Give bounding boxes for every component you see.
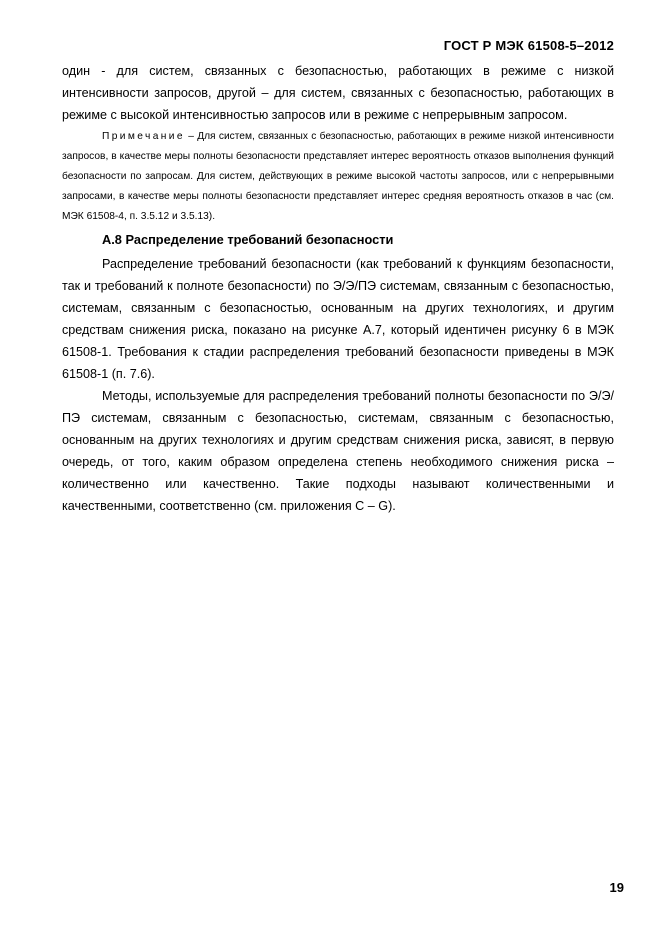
- continuation-paragraph: один - для систем, связанных с безопасностью, работающих в режиме с низкой интенсивности запросов, другой – для систем, связанных с безопасностью, работающих в режиме с высокой интенсивностью запросов или в режиме с непрерывным запросом.: [62, 64, 614, 122]
- note-text: Для систем, связанных с безопасностью, работающих в режиме низкой интенсивности запросов, в качестве меры полноты безопасности представляет интерес вероятность отказов выполнения функций безопасности по запросам. Для систем, действующих в режиме высокой частоты запросов, или с непрерывными запросами, в качестве меры полноты безопасности представляет интерес средняя вероятность отказов в час (см. МЭК 61508-4, п. 3.5.12 и 3.5.13).: [62, 131, 614, 222]
- page-number: 19: [609, 880, 624, 895]
- note-label: Примечание: [102, 131, 185, 142]
- document-code: ГОСТ Р МЭК 61508-5–2012: [443, 38, 614, 53]
- section-title: А.8 Распределение требований безопасности: [102, 232, 394, 247]
- note-paragraph: [62, 127, 614, 227]
- section-paragraph-2: Методы, используемые для распределения требований полноты безопасности по Э/Э/ПЭ системам, связанным с безопасностью, системам, связанным с безопасностью, основанным на других технологиях и другим средствам снижения риска, зависят, в первую очередь, от того, каким образом определена степень необходимого снижения риска – количественно или качественно. Такие подходы называют количественными и качественными, соответственно (см. приложения С – G).: [62, 389, 614, 513]
- section-paragraph-1: Распределение требований безопасности (как требований к функциям безопасности, так и требований к полноте безопасности) по Э/Э/ПЭ системам, связанным с безопасностью, системам, связанным с безопасностью, основанным на других технологиях, и другим средствам снижения риска, показано на рисунке А.7, который идентичен рисунку 6 в МЭК 61508-1. Требования к стадии распределения требований безопасности приведены в МЭК 61508-1 (п. 7.6).: [62, 257, 614, 381]
- section-block: [62, 229, 614, 517]
- continuation-block: [62, 60, 614, 126]
- note-dash: –: [184, 131, 198, 142]
- note-block: [62, 127, 614, 227]
